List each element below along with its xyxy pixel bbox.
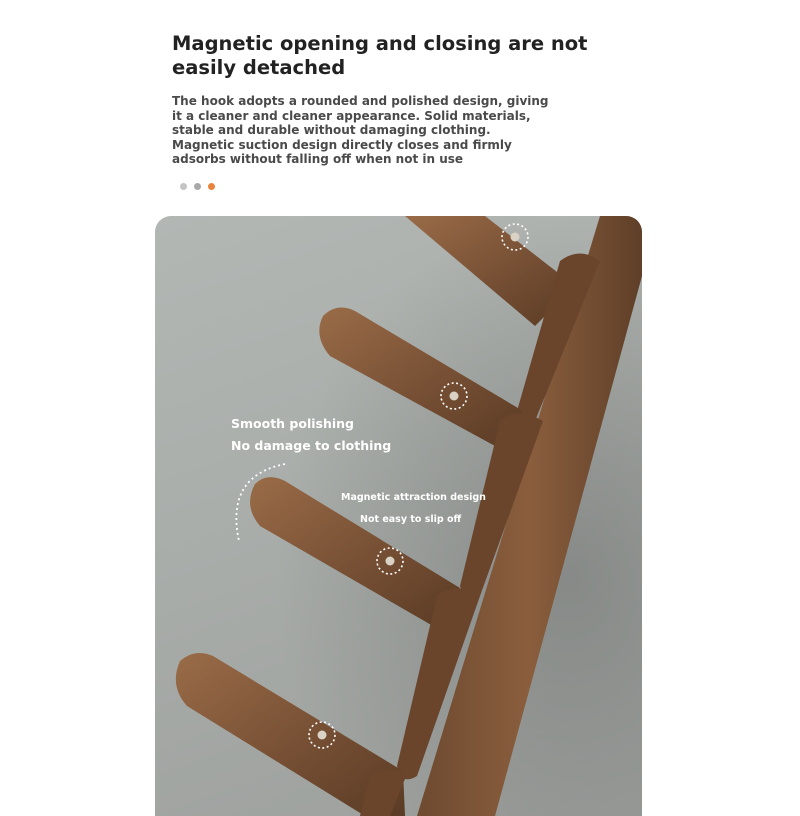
callout-not-slip: Not easy to slip off <box>360 514 462 525</box>
page-title: Magnetic opening and closing are not easily detached <box>172 32 588 79</box>
carousel-pagination <box>180 183 215 190</box>
product-photo <box>155 216 642 816</box>
pagination-dot-2[interactable] <box>194 183 201 190</box>
pagination-dot-3[interactable] <box>208 183 215 190</box>
page-description: The hook adopts a rounded and polished design, giving it a cleaner and cleaner appearance. Solid materials, stable and durable without damaging clothing. Magnetic suction design directly closes and firmly adsorbs without falling off when not in use <box>172 94 549 166</box>
pagination-dot-1[interactable] <box>180 183 187 190</box>
callout-smooth-polishing: Smooth polishing <box>231 416 355 431</box>
callout-no-damage: No damage to clothing <box>231 438 392 453</box>
callout-magnetic-attraction: Magnetic attraction design <box>341 492 486 503</box>
